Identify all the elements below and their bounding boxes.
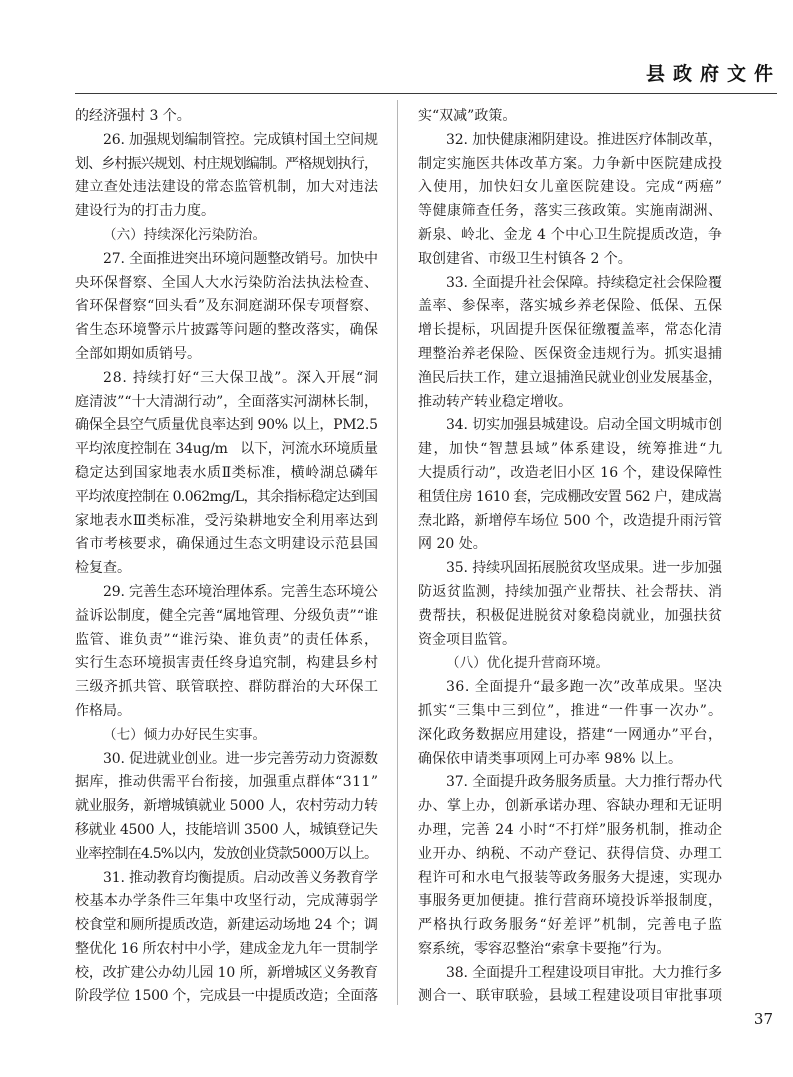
text-line: 36. 全面提升“最多跑一次”改革成果。坚决 — [446, 679, 723, 696]
text-line: 央环保督察、全国人大水污染防治法执法检查、 — [75, 274, 379, 291]
text-line: 就业服务，新增城镇就业 5000 人，农村劳动力转 — [75, 798, 378, 815]
text-line: 校，改扩建公办幼儿园 10 所，新增城区义务教育 — [75, 964, 378, 981]
text-line: 作格局。 — [75, 702, 131, 719]
text-line: 27. 全面推进突出环境问题整改销号。加快中 — [103, 250, 378, 267]
page-number: 37 — [753, 1010, 773, 1028]
paragraph-item-28 — [75, 367, 378, 581]
text-line: 办、掌上办，创新承诺办理、容缺办理和无证明 — [418, 798, 723, 815]
text-line: 确保全县空气质量优良率达到 90% 以上，PM2.5 — [75, 417, 378, 434]
text-line: 焘北路，新增停车场位 500 个，改造提升雨污管 — [418, 512, 723, 529]
running-header-title: 县政府文件 — [645, 63, 781, 85]
text-line: 家地表水Ⅲ类标准，受污染耕地安全利用率达到 — [75, 512, 379, 529]
paragraph-item-38 — [418, 962, 722, 1010]
paragraph-item-37 — [418, 771, 722, 961]
text-line: 的经济强村 3 个。 — [75, 108, 191, 124]
text-line: 稳定达到国家地表水质Ⅱ类标准，横岭湖总磷年 — [75, 464, 379, 481]
text-line: 测合一、联审联验，县域工程建设项目审批事项 — [418, 988, 723, 1005]
text-line: 省市考核要求，确保通过生态文明建设示范县国 — [75, 536, 379, 553]
text-line: 35. 持续巩固拓展脱贫攻坚成果。进一步加强 — [446, 560, 722, 577]
paragraph-continued — [75, 105, 378, 129]
text-line: 检复查。 — [75, 560, 131, 577]
text-line: 防返贫监测，持续加强产业帮扶、社会帮扶、消 — [418, 583, 723, 600]
text-line: 阶段学位 1500 个，完成县一中提质改造；全面落 — [75, 988, 378, 1005]
text-line: 建，加快“智慧县域”体系建设，统筹推进“九 — [418, 441, 724, 458]
text-line: 取创建省、市级卫生村镇各 2 个。 — [418, 250, 632, 267]
text-line: 建设行为的打击力度。 — [75, 203, 215, 220]
text-line: 程许可和水电气报装等政务服务大提速，实现办 — [418, 869, 723, 886]
text-line: 建立查处违法建设的常态监管机制，加大对违法 — [75, 179, 379, 196]
paragraph-item-29 — [75, 581, 378, 724]
text-line: 益诉讼制度，健全完善“属地管理、分级负责”“谁 — [75, 607, 379, 624]
text-line: 38. 全面提升工程建设项目审批。大力推行多 — [446, 964, 722, 981]
section-heading: （八）优化提升营商环境。 — [446, 655, 610, 672]
text-line: 26. 加强规划编制管控。完成镇村国土空间规 — [103, 131, 378, 148]
text-line: 租赁住房 1610 套，完成棚改安置 562 户，建成嵩 — [418, 488, 722, 505]
text-line: 确保依申请类事项网上可办率 98% 以上。 — [418, 750, 683, 767]
text-line: 大提质行动”，改造老旧小区 16 个，建设保障性 — [418, 464, 723, 481]
text-line: 省生态环境警示片披露等问题的整改落实，确保 — [75, 322, 379, 339]
text-line: 盖率、参保率，落实城乡养老保险、低保、五保 — [418, 298, 723, 315]
paragraph-item-26 — [75, 129, 378, 224]
text-line: 校食堂和厕所提质改造，新建运动场地 24 个；调 — [75, 917, 378, 934]
text-line: 省环保督察“回头看”及东洞庭湖环保专项督察、 — [75, 298, 379, 315]
text-line: 入使用，加快妇女儿童医院建设。完成“两癌” — [418, 179, 724, 196]
text-line: 新泉、岭北、金龙 4 个中心卫生院提质改造，争 — [418, 226, 723, 243]
paragraph-item-32 — [418, 129, 722, 272]
text-line: 31. 推动教育均衡提质。启动改善义务教育学 — [103, 869, 378, 886]
paragraph-continued — [418, 105, 722, 129]
text-line: 深化政务数据应用建设，搭建“一网通办”平台， — [418, 726, 723, 743]
text-line: 事服务更加便捷。推行营商环境投诉举报制度， — [418, 893, 723, 910]
text-line: 监管、谁负责”“谁污染、谁负责”的责任体系， — [75, 631, 379, 648]
text-line: 业开办、纳税、不动产登记、获得信贷、办理工 — [418, 845, 723, 862]
text-line: 实“双减”政策。 — [418, 108, 517, 124]
text-line: 28. 持续打好“三大保卫战”。深入开展“洞 — [103, 369, 379, 386]
text-line: 平均浓度控制在 0.062mg/L，其余指标稳定达到国 — [75, 488, 378, 505]
text-line: 费帮扶，积极促进脱贫对象稳岗就业，加强扶贫 — [418, 607, 723, 624]
text-line: 划、乡村振兴规划、村庄规划编制。严格规划执行， — [75, 155, 378, 172]
text-line: 庭清波”“十大清湖行动”，全面落实河湖林长制， — [75, 393, 379, 410]
paragraph-item-31 — [75, 867, 378, 1010]
text-line: 平均浓度控制在 34ug/m 以下，河流水环境质量 — [75, 441, 378, 458]
header-rule — [75, 93, 777, 94]
text-line: 严格执行政务服务“好差评”机制，完善电子监 — [418, 917, 724, 934]
left-column — [75, 105, 378, 1009]
text-line: 理整治养老保险、医保资金违规行为。抓实退捕 — [418, 345, 723, 362]
text-line: 30. 促进就业创业。进一步完善劳动力资源数 — [103, 750, 378, 767]
text-line: 渔民后扶工作，建立退捕渔民就业创业发展基金， — [418, 369, 722, 386]
text-line: 32. 加快健康湘阴建设。推进医疗体制改革， — [446, 131, 722, 148]
text-line: 实行生态环境损害责任终身追究制，构建县乡村 — [75, 655, 379, 672]
paragraph-item-35 — [418, 557, 722, 652]
paragraph-item-33 — [418, 272, 722, 415]
text-line: 察系统，零容忍整治“索拿卡要拖”行为。 — [418, 940, 671, 957]
column-divider — [397, 100, 398, 1005]
text-line: 等健康筛查任务，落实三孩政策。实施南湖洲、 — [418, 203, 723, 220]
text-line: 抓实“三集中三到位”，推进“一件事一次办”。 — [418, 702, 724, 719]
paragraph-item-30 — [75, 748, 378, 867]
text-line: 据库，推动供需平台衔接，加强重点群体“311” — [75, 774, 379, 791]
text-line: 29. 完善生态环境治理体系。完善生态环境公 — [103, 583, 378, 600]
text-line: 网 20 处。 — [418, 536, 487, 553]
text-line: 推动转产转业稳定增收。 — [418, 393, 572, 410]
text-line: 33. 全面提升社会保障。持续稳定社会保险覆 — [446, 274, 722, 291]
paragraph-item-27 — [75, 248, 378, 367]
text-line: 移就业 4500 人，技能培训 3500 人，城镇登记失 — [75, 821, 378, 838]
text-line: 全部如期如质销号。 — [75, 345, 201, 362]
text-line: 37. 全面提升政务服务质量。大力推行帮办代 — [446, 774, 722, 791]
text-line: 三级齐抓共管、联管联控、群防群治的大环保工 — [75, 679, 379, 696]
text-line: 业率控制在4.5%以内，发放创业贷款5000万以上。 — [75, 845, 378, 862]
text-line: 校基本办学条件三年集中攻坚行动，完成薄弱学 — [75, 893, 379, 910]
text-line: 办理，完善 24 小时“不打烊”服务机制，推动企 — [418, 821, 723, 838]
paragraph-item-34 — [418, 414, 722, 557]
paragraph-item-36 — [418, 676, 722, 771]
text-line: 增长提标，巩固提升医保征缴覆盖率，常态化清 — [418, 322, 723, 339]
text-line: 34. 切实加强县城建设。启动全国文明城市创 — [446, 417, 722, 434]
text-line: 整优化 16 所农村中小学，建成金龙九年一贯制学 — [75, 940, 378, 957]
right-column — [418, 105, 722, 1009]
text-line: 制定实施医共体改革方案。力争新中医院建成投 — [418, 155, 723, 172]
section-heading: （六）持续深化污染防治。 — [103, 226, 267, 243]
text-line: 资金项目监管。 — [418, 631, 516, 648]
section-heading: （七）倾力办好民生实事。 — [103, 726, 267, 743]
